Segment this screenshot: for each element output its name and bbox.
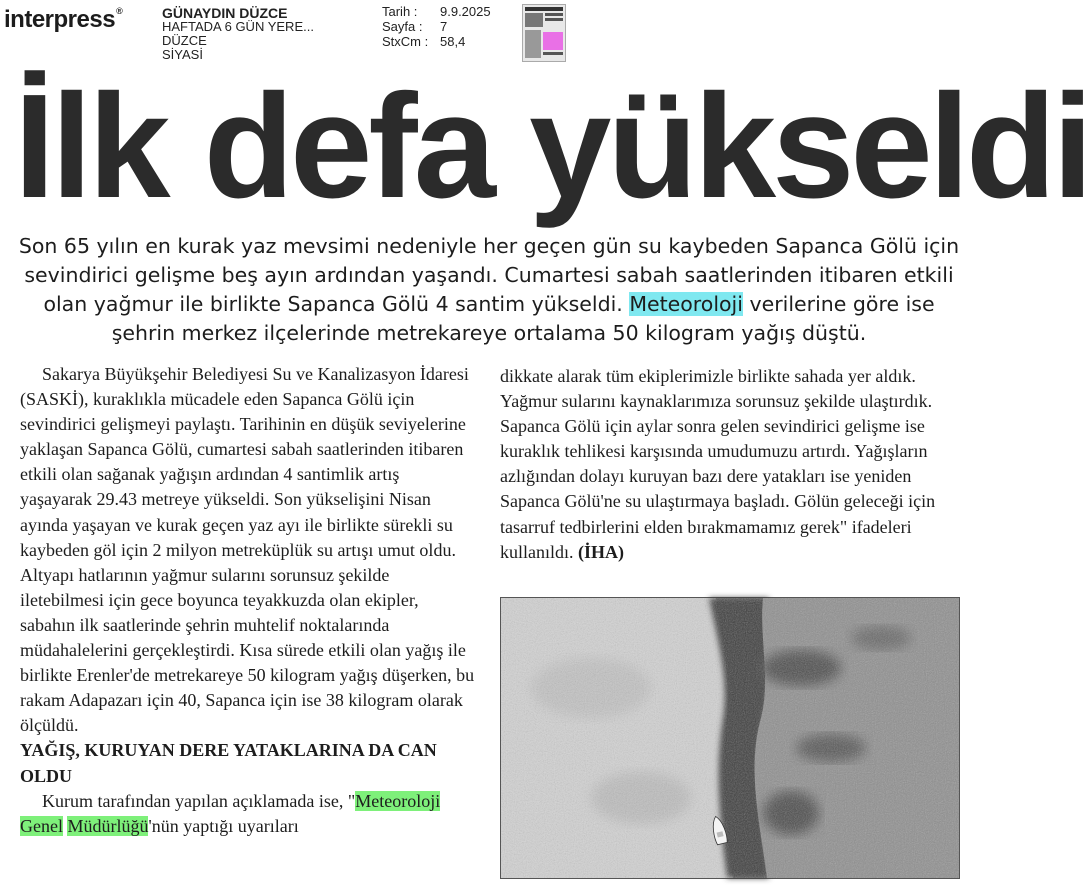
article-subheading: YAĞIŞ, KURUYAN DERE YATAKLARINA DA CAN OLDU <box>20 740 437 786</box>
article-column-left <box>20 362 475 839</box>
lead-text-after: verilerine göre ise şehrin merkez ilçelerinde metrekareye ortalama 50 kilogram yağış düştü. <box>111 292 935 345</box>
publication-name: GÜNAYDIN DÜZCE <box>162 5 288 21</box>
lead-text-before: Son 65 yılın en kurak yaz mevsimi nedeniyle her geçen gün su kaybeden Sapanca Gölü için sevindirici gelişme beş ayın ardından yaşandı. Cumartesi sabah saatlerinden itibaren etkili olan yağmur ile birlikte Sapanca Gölü 4 santim yükseldi. <box>18 234 960 316</box>
logo-text: interpress <box>4 6 116 33</box>
clipping-info <box>382 4 491 49</box>
body-text-before: Kurum tarafından yapılan açıklamada ise, " <box>42 790 356 811</box>
publication-info <box>162 6 372 62</box>
info-row-date <box>382 4 491 19</box>
lead-highlight: Meteoroloji <box>629 292 743 316</box>
article-headline: İlk defa yükseldi <box>14 64 1089 229</box>
news-agency-credit: (İHA) <box>578 541 624 562</box>
body-text-after: 'nün yaptığı uyarıları <box>148 815 299 836</box>
body-paragraph-3 <box>500 364 956 565</box>
body-text-right: dikkate alarak tüm ekiplerimizle birlikte sahada yer aldık. Yağmur sularını kaynaklarımıza sorunsuz şekilde ulaştırdık. Sapanca Gölü için aylar sonra gelen sevindirici gelişme ise kuraklık tehlikesi karşısında umudumuzu artırdı. Yağışların azlığından dolayı kuruyan bazı dere yatakları ise yeniden Sapanca Gölü'ne su ulaştırmaya başladı. Gölün geleceği için tasarruf tedbirlerini elden bırakmamamız gerek" ifadeleri kullanıldı. <box>500 366 936 562</box>
publication-city: DÜZCE <box>162 33 207 48</box>
article-lead <box>16 232 962 348</box>
body-paragraph-1: Sakarya Büyükşehir Belediyesi Su ve Kanalizasyon İdaresi (SASKİ), kuraklıkla mücadele eden Sapanca Gölü için sevindirici gelişmeyi paylaştı. Tarihinin en düşük seviyelerine yaklaşan Sapanca Gölü, cumartesi sabah saatlerinden itibaren etkili olan sağanak yağışın ardından 4 santimlik artış yaşayarak 29.43 metreye yükseldi. Son yükselişini Nisan ayında yaşayan ve kurak geçen yaz ayı ile birlikte sürekli su kaybeden göl için 2 milyon metreküplük su artışı umut oldu. Altyapı hatlarının yağmur sularını sorunsuz şekilde iletebilmesi için gece boyunca teyakkuzda olan ekipler, sabahın ilk saatlerinde şehrin muhtelif noktalarında müdahalelerini gerçekleştirdi. Kısa sürede etkili olan yağış ile birlikte Erenler'de metrekareye 50 kilogram yağış düşerken, bu rakam Adapazarı için 40, Sapanca için ise 38 kilogram olarak ölçüldü. <box>20 364 475 736</box>
body-highlight-2: Genel <box>20 815 63 836</box>
info-value: 9.9.2025 <box>440 4 491 19</box>
page-thumbnail-icon[interactable] <box>522 4 566 62</box>
info-key: StxCm : <box>382 34 429 49</box>
info-row-stxcm <box>382 34 491 49</box>
publication-section: SİYASİ <box>162 47 203 62</box>
info-key: Sayfa : <box>382 19 423 34</box>
info-key: Tarih : <box>382 4 418 19</box>
info-row-page <box>382 19 491 34</box>
aerial-lake-shore-photo-icon <box>500 597 960 879</box>
info-value: 58,4 <box>440 34 466 49</box>
article-column-right <box>500 364 956 565</box>
registered-mark: ® <box>116 6 123 16</box>
publication-frequency: HAFTADA 6 GÜN YERE... <box>162 19 314 34</box>
info-value: 7 <box>440 19 448 34</box>
body-paragraph-2 <box>20 789 475 839</box>
body-highlight-1: Meteoroloji <box>355 790 441 811</box>
interpress-logo <box>4 6 122 34</box>
body-highlight-3: Müdürlüğü <box>67 815 149 836</box>
